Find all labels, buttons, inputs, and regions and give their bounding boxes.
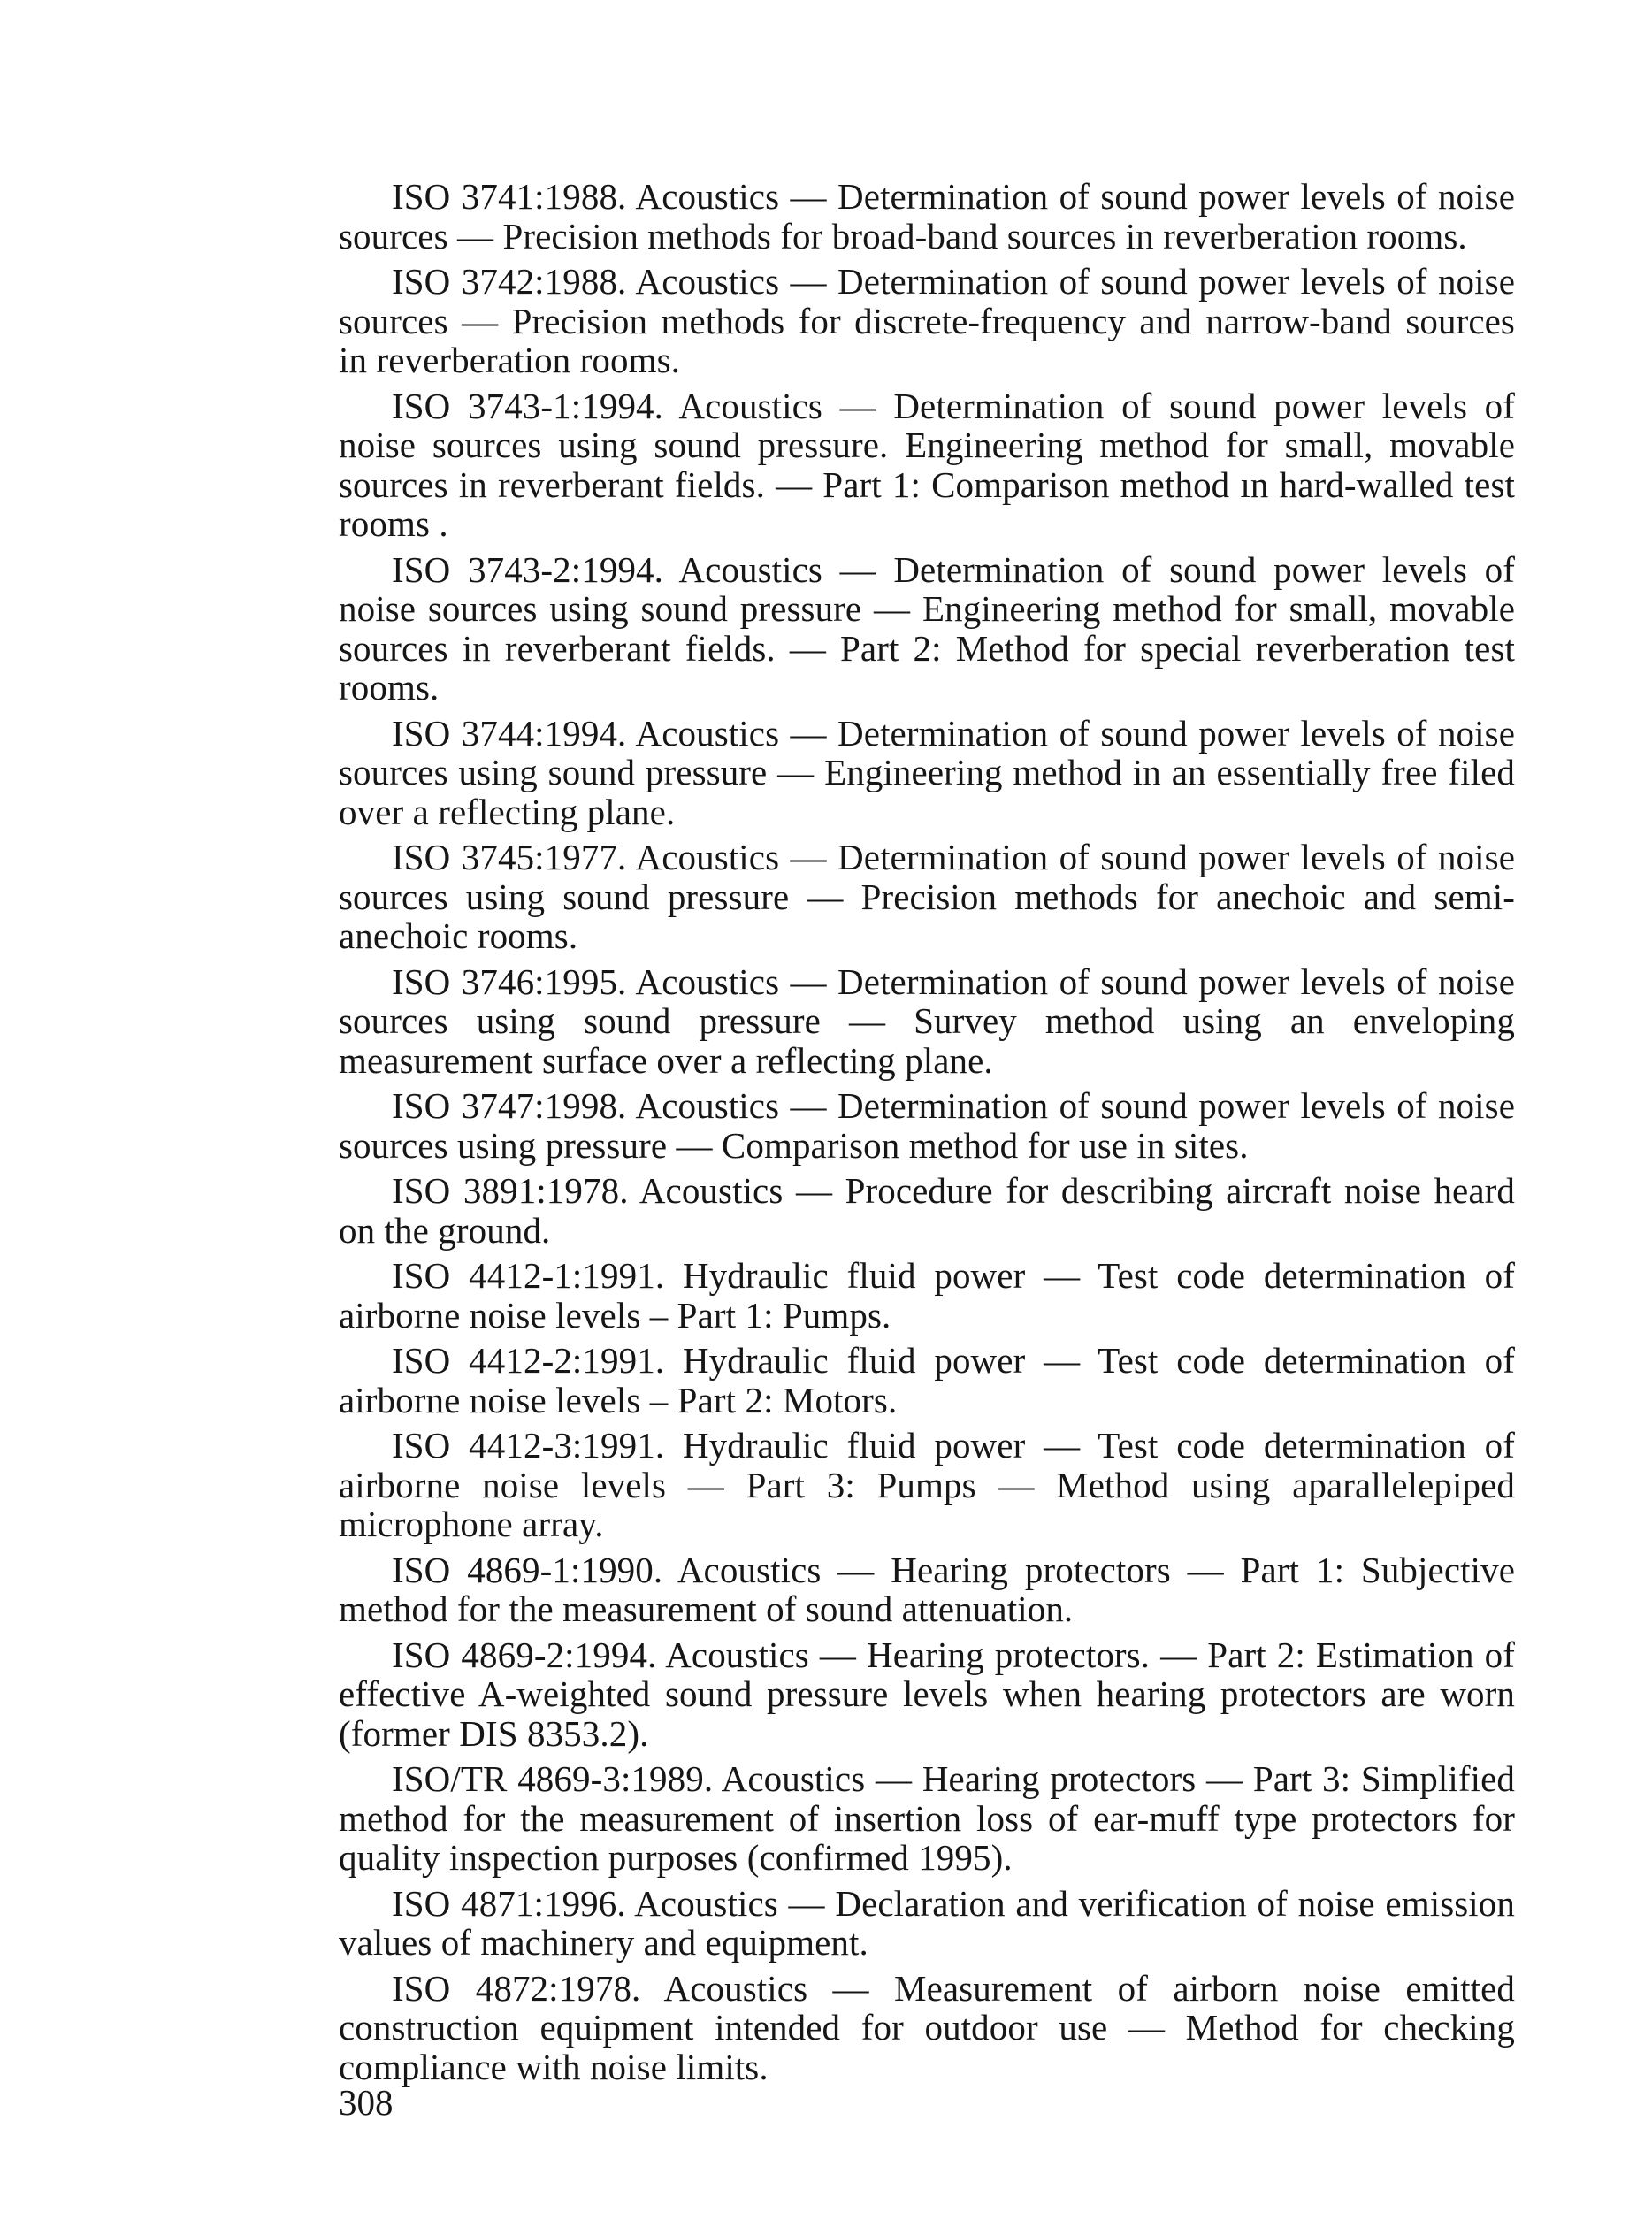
reference-entry: ISO 3746:1995. Acoustics — Determination of sound power levels of noise sources using sound pressure — Survey method using an enveloping measurement surface over a reflecting plane. [339, 961, 1515, 1081]
reference-entry: ISO 4869-2:1994. Acoustics — Hearing protectors. — Part 2: Estimation of effective A-weighted sound pressure levels when hearing protectors are worn (former DIS 8353.2). [339, 1634, 1515, 1754]
reference-entry: ISO 4412-2:1991. Hydraulic fluid power — Test code determination of airborne noise levels – Part 2: Motors. [339, 1340, 1515, 1420]
reference-entry: ISO 3744:1994. Acoustics — Determination of sound power levels of noise sources using sound pressure — Engineering method in an essentially free filed over a reflecting plane. [339, 712, 1515, 832]
reference-entry: ISO 4412-3:1991. Hydraulic fluid power — Test code determination of airborne noise levels — Part 3: Pumps — Method using aparallelepiped microphone array. [339, 1425, 1515, 1544]
reference-entry: ISO 4869-1:1990. Acoustics — Hearing protectors — Part 1: Subjective method for the measurement of sound attenuation. [339, 1549, 1515, 1629]
reference-entry: ISO/TR 4869-3:1989. Acoustics — Hearing protectors — Part 3: Simplified method for the measurement of insertion loss of ear-muff type protectors for quality inspection purposes (confirmed 1995). [339, 1758, 1515, 1878]
reference-entry: ISO 4872:1978. Acoustics — Measurement of airborn noise emitted construction equipment intended for outdoor use — Method for checking compliance with noise limits. [339, 1967, 1515, 2087]
reference-entry: ISO 3745:1977. Acoustics — Determination of sound power levels of noise sources using sound pressure — Precision methods for anechoic and semi-anechoic rooms. [339, 837, 1515, 956]
reference-entry: ISO 4871:1996. Acoustics — Declaration and verification of noise emission values of machinery and equipment. [339, 1882, 1515, 1963]
reference-entry: ISO 3891:1978. Acoustics — Procedure for describing aircraft noise heard on the ground. [339, 1170, 1515, 1251]
page-number: 308 [339, 2082, 394, 2123]
reference-entry: ISO 3741:1988. Acoustics — Determination of sound power levels of noise sources — Precision methods for broad-band sources in reverberation rooms. [339, 176, 1515, 256]
reference-list [339, 177, 1515, 2093]
reference-entry: ISO 3742:1988. Acoustics — Determination of sound power levels of noise sources — Precision methods for discrete-frequency and narrow-band sources in reverberation rooms. [339, 261, 1515, 380]
reference-entry: ISO 3743-2:1994. Acoustics — Determination of sound power levels of noise sources using sound pressure — Engineering method for small, movable sources in reverberant fields. — Part 2: Method for special reverberation test rooms. [339, 548, 1515, 708]
reference-entry: ISO 3747:1998. Acoustics — Determination of sound power levels of noise sources using pressure — Comparison method for use in sites. [339, 1085, 1515, 1166]
reference-entry: ISO 3743-1:1994. Acoustics — Determination of sound power levels of noise sources using sound pressure. Engineering method for small, movable sources in reverberant fields. — Part 1: Comparison method ın hard-walled test rooms . [339, 385, 1515, 544]
reference-entry: ISO 4412-1:1991. Hydraulic fluid power — Test code determination of airborne noise levels – Part 1: Pumps. [339, 1255, 1515, 1336]
